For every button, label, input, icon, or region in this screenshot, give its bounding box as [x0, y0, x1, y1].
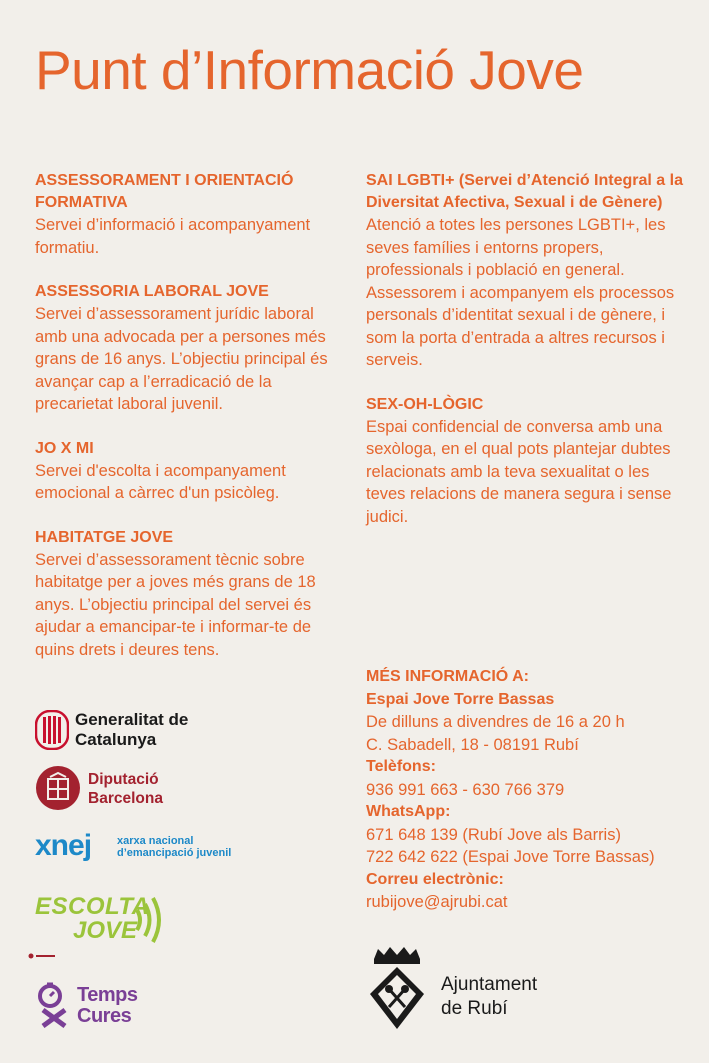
ajuntament-rubi-logo [366, 945, 566, 1035]
section-heading: HABITATGE JOVE [35, 528, 174, 546]
info-hours: De dilluns a divendres de 16 a 20 h [366, 713, 625, 731]
xnej-tagline: xarxa nacional d’emancipació juvenil [117, 835, 232, 859]
info-heading: MÉS INFORMACIÓ A: [366, 668, 529, 685]
xnej-logo [35, 827, 265, 877]
generalitat-logo [35, 710, 235, 754]
temps-cures-symbol-icon [35, 982, 75, 1028]
escolta-word: ESCOLTA [35, 893, 150, 920]
xnej-wordmark: xnej [35, 829, 92, 862]
section-body: Atenció a totes les persones LGBTI+, les seves famílies i entorns propers, professionals i població en general. Assessorem i acompanyem els processos personals d’identitat sexual i de gènere, i som la porta d’entrada a altres recursos i serveis. [366, 216, 675, 369]
section-body: Servei d’informació i acompanyament formatiu. [35, 216, 311, 257]
temps-cures-logo [35, 982, 165, 1032]
section-body: Servei d'escolta i acompanyament emocional a càrrec d'un psicòleg. [35, 461, 286, 502]
ajuntament-text: Ajuntament de Rubí [441, 974, 538, 1019]
section-heading: JO X MI [35, 439, 94, 457]
generalitat-emblem-icon [35, 710, 69, 750]
left-column [35, 170, 350, 683]
info-whatsapp-1[interactable]: 671 648 139 (Rubí Jove als Barris) [366, 825, 621, 844]
info-phones[interactable]: 936 991 663 - 630 766 379 [366, 780, 565, 799]
section-habitatge [35, 527, 350, 662]
contact-info [366, 666, 686, 914]
info-email-label: Correu electrònic: [366, 870, 504, 888]
info-whatsapp-label: WhatsApp: [366, 803, 451, 820]
generalitat-text: Generalitat de Catalunya [75, 710, 189, 749]
section-body: Servei d’assessorament tècnic sobre habitatge per a joves més grans de 18 anys. L’objectiu principal del servei és ajudar a emancipar-te i informar-te de quins drets i deures tens. [35, 550, 316, 659]
section-heading: ASSESSORIA LABORAL JOVE [35, 283, 269, 300]
section-sai-lgbti [366, 170, 686, 372]
section-assessorament [35, 170, 350, 259]
diputacio-logo [35, 765, 235, 813]
sound-waves-icon [131, 895, 171, 945]
info-email[interactable]: rubijove@ajrubi.cat [366, 893, 508, 911]
section-heading: SEX-OH-LÒGIC [366, 395, 484, 413]
jove-word: JOVE [73, 917, 138, 944]
small-seal-icon [27, 953, 57, 959]
info-venue: Espai Jove Torre Bassas [366, 690, 555, 708]
rubi-coat-of-arms-icon [366, 945, 428, 1031]
escolta-jove-logo [35, 893, 175, 949]
info-whatsapp-2[interactable]: 722 642 622 (Espai Jove Torre Bassas) [366, 848, 655, 866]
section-jo-x-mi [35, 438, 350, 505]
info-phones-label: Telèfons: [366, 758, 436, 775]
diputacio-emblem-icon [35, 765, 81, 811]
page-title: Punt d’Informació Jove [35, 39, 584, 101]
temps-cures-text: Temps Cures [77, 984, 138, 1027]
section-body: Servei d’assessorament jurídic laboral amb una advocada per a persones més grans de 16 anys. L’objectiu principal és avançar cap a l’erradicació de la precarietat laboral juvenil. [35, 305, 328, 413]
info-address: C. Sabadell, 18 - 08191 Rubí [366, 735, 579, 754]
right-column [366, 170, 686, 550]
section-sex-oh-logic [366, 394, 686, 529]
diputacio-text: Diputació Barcelona [88, 771, 163, 807]
section-heading: ASSESSORAMENT I ORIENTACIÓ FORMATIVA [35, 172, 294, 211]
section-assessoria-laboral [35, 281, 350, 416]
section-body: Espai confidencial de conversa amb una sexòloga, en el qual pots plantejar dubtes relacionats amb la teva sexualitat o les teves relacions de manera segura i sense judici. [366, 417, 672, 526]
section-heading: SAI LGBTI+ (Servei d’Atenció Integral a la Diversitat Afectiva, Sexual i de Gènere) [366, 172, 683, 211]
